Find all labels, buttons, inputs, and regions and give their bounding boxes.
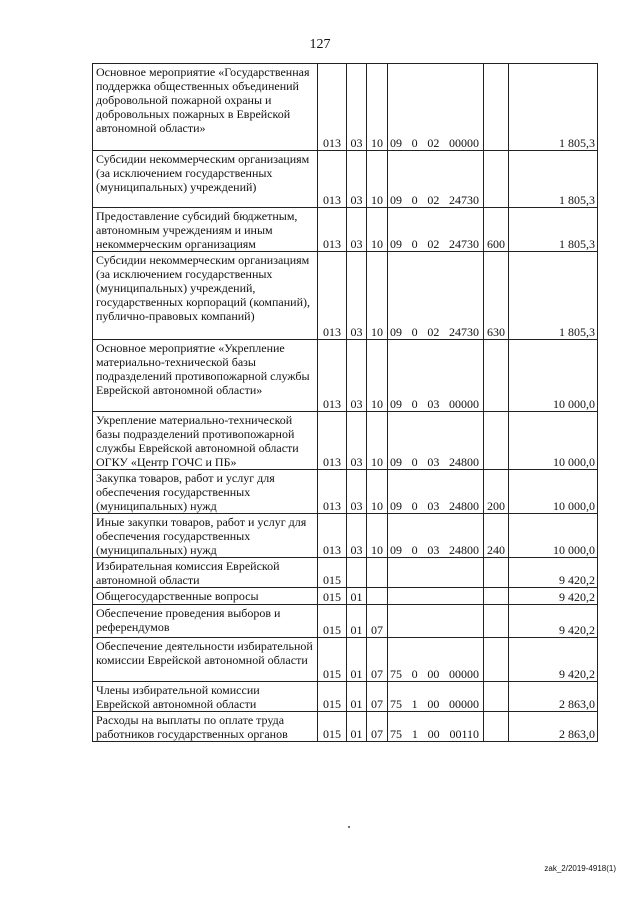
grbs-cell: 015	[318, 682, 347, 712]
row-name-cell: Обеспечение проведения выборов и референдумов	[93, 605, 318, 638]
amount-cell: 1 805,3	[509, 252, 598, 340]
amount-cell: 10 000,0	[509, 412, 598, 470]
target-code-part: 00000	[448, 397, 479, 411]
amount-cell: 9 420,2	[509, 588, 598, 605]
target-code-part: 03	[427, 455, 440, 469]
target-code-part: 02	[427, 193, 440, 207]
amount-cell: 9 420,2	[509, 605, 598, 638]
amount-cell: 1 805,3	[509, 151, 598, 208]
table-row	[93, 340, 598, 412]
target-code-cell	[388, 605, 484, 638]
target-code-part: 24800	[448, 455, 479, 469]
subsection-cell: 07	[367, 638, 388, 682]
amount-cell: 1 805,3	[509, 208, 598, 252]
expense-type-cell: 600	[484, 208, 509, 252]
subsection-cell	[367, 558, 388, 588]
target-code-part: 09	[390, 543, 402, 557]
amount-cell: 1 805,3	[509, 64, 598, 151]
target-code-part: 03	[427, 397, 440, 411]
subsection-cell: 07	[367, 682, 388, 712]
target-code-part: 03	[427, 499, 440, 513]
row-name-cell: Субсидии некоммерческим организациям (за исключением государственных (муниципальных) учреждений)	[93, 151, 318, 208]
row-name-cell: Закупка товаров, работ и услуг для обеспечения государственных (муниципальных) нужд	[93, 470, 318, 514]
target-code	[390, 237, 481, 251]
target-code-part: 09	[390, 499, 402, 513]
expense-type-cell	[484, 340, 509, 412]
row-name-cell: Общегосударственные вопросы	[93, 588, 318, 605]
expense-type-cell	[484, 64, 509, 151]
target-code-part: 09	[390, 193, 402, 207]
row-name-cell: Избирательная комиссия Еврейской автономной области	[93, 558, 318, 588]
target-code-part: 75	[390, 667, 402, 681]
grbs-cell: 013	[318, 151, 347, 208]
section-cell: 01	[347, 605, 367, 638]
amount-cell: 10 000,0	[509, 340, 598, 412]
grbs-cell: 013	[318, 208, 347, 252]
subsection-cell: 10	[367, 470, 388, 514]
target-code-part: 00000	[448, 136, 479, 150]
amount-cell: 2 863,0	[509, 712, 598, 742]
amount-cell: 9 420,2	[509, 638, 598, 682]
expense-type-cell	[484, 712, 509, 742]
target-code	[390, 667, 481, 681]
expense-type-cell	[484, 682, 509, 712]
subsection-cell: 10	[367, 514, 388, 558]
target-code-part: 0	[411, 325, 418, 339]
target-code-part: 00	[427, 727, 440, 741]
expense-type-cell	[484, 605, 509, 638]
subsection-cell: 10	[367, 252, 388, 340]
section-cell: 01	[347, 588, 367, 605]
table-row	[93, 558, 598, 588]
target-code	[390, 543, 481, 557]
section-cell: 03	[347, 412, 367, 470]
page-number: 127	[309, 37, 331, 52]
grbs-cell: 013	[318, 470, 347, 514]
target-code-part: 00110	[449, 727, 479, 741]
section-cell: 03	[347, 64, 367, 151]
section-cell: 01	[347, 712, 367, 742]
row-name-cell: Предоставление субсидий бюджетным, автономным учреждениям и иным некоммерческим организациям	[93, 208, 318, 252]
scan-mark	[348, 826, 350, 828]
expense-type-cell: 200	[484, 470, 509, 514]
target-code-part: 09	[390, 325, 402, 339]
target-code-part: 00000	[448, 697, 479, 711]
target-code-part: 0	[411, 397, 418, 411]
target-code	[390, 397, 481, 411]
table-row	[93, 470, 598, 514]
target-code-part: 24800	[448, 499, 479, 513]
target-code-cell	[388, 588, 484, 605]
target-code-cell	[388, 638, 484, 682]
footer-code: zak_2/2019-4918(1)	[544, 864, 616, 873]
target-code-part: 0	[411, 193, 418, 207]
table-row	[93, 588, 598, 605]
subsection-cell: 10	[367, 151, 388, 208]
table-row	[93, 514, 598, 558]
amount-cell: 9 420,2	[509, 558, 598, 588]
amount-cell: 10 000,0	[509, 514, 598, 558]
subsection-cell: 10	[367, 64, 388, 151]
row-name-cell: Основное мероприятие «Государственная поддержка общественных объединений добровольной пожарной охраны и добровольных пожарных в Еврейской автономной области»	[93, 64, 318, 151]
target-code-cell	[388, 412, 484, 470]
target-code-part: 02	[427, 136, 440, 150]
target-code-cell	[388, 712, 484, 742]
target-code-part: 00	[427, 697, 440, 711]
table-row	[93, 605, 598, 638]
grbs-cell: 013	[318, 64, 347, 151]
target-code	[390, 325, 481, 339]
target-code-part: 09	[390, 136, 402, 150]
section-cell: 03	[347, 470, 367, 514]
expense-type-cell	[484, 638, 509, 682]
target-code-part: 00000	[448, 667, 479, 681]
subsection-cell: 10	[367, 208, 388, 252]
target-code-part: 0	[411, 455, 418, 469]
target-code-part: 24730	[448, 325, 479, 339]
table-row	[93, 412, 598, 470]
section-cell: 03	[347, 208, 367, 252]
target-code-part: 09	[390, 237, 402, 251]
target-code-part: 0	[411, 237, 418, 251]
target-code-part: 0	[411, 543, 418, 557]
target-code-cell	[388, 558, 484, 588]
table-row	[93, 682, 598, 712]
section-cell	[347, 558, 367, 588]
target-code-part: 75	[390, 697, 402, 711]
target-code	[390, 455, 481, 469]
grbs-cell: 015	[318, 712, 347, 742]
target-code-part: 75	[390, 727, 402, 741]
target-code	[390, 499, 481, 513]
grbs-cell: 013	[318, 252, 347, 340]
target-code	[390, 193, 481, 207]
target-code-part: 09	[390, 455, 402, 469]
target-code	[390, 697, 481, 711]
target-code-part: 24730	[448, 193, 479, 207]
section-cell: 01	[347, 682, 367, 712]
expense-type-cell: 630	[484, 252, 509, 340]
target-code-part: 03	[427, 543, 440, 557]
section-cell: 03	[347, 514, 367, 558]
row-name-cell: Расходы на выплаты по оплате труда работников государственных органов	[93, 712, 318, 742]
target-code-cell	[388, 514, 484, 558]
target-code-cell	[388, 340, 484, 412]
expense-type-cell	[484, 588, 509, 605]
grbs-cell: 015	[318, 638, 347, 682]
target-code-part: 0	[411, 499, 418, 513]
subsection-cell	[367, 588, 388, 605]
table-row	[93, 64, 598, 151]
expense-type-cell	[484, 558, 509, 588]
expense-type-cell	[484, 151, 509, 208]
budget-table	[92, 63, 598, 742]
target-code-part: 1	[411, 727, 418, 741]
target-code-cell	[388, 470, 484, 514]
grbs-cell: 015	[318, 605, 347, 638]
grbs-cell: 013	[318, 514, 347, 558]
target-code-cell	[388, 151, 484, 208]
target-code	[390, 727, 481, 741]
target-code-part: 00	[427, 667, 440, 681]
subsection-cell: 10	[367, 412, 388, 470]
amount-cell: 2 863,0	[509, 682, 598, 712]
expense-type-cell: 240	[484, 514, 509, 558]
subsection-cell: 07	[367, 712, 388, 742]
section-cell: 03	[347, 151, 367, 208]
target-code-cell	[388, 252, 484, 340]
target-code-cell	[388, 64, 484, 151]
grbs-cell: 015	[318, 558, 347, 588]
target-code-cell	[388, 208, 484, 252]
row-name-cell: Члены избирательной комиссии Еврейской автономной области	[93, 682, 318, 712]
table-row	[93, 208, 598, 252]
section-cell: 03	[347, 252, 367, 340]
grbs-cell: 013	[318, 340, 347, 412]
row-name-cell: Обеспечение деятельности избирательной комиссии Еврейской автономной области	[93, 638, 318, 682]
target-code-part: 1	[411, 697, 418, 711]
target-code-part: 24800	[448, 543, 479, 557]
target-code-cell	[388, 682, 484, 712]
table-row	[93, 151, 598, 208]
expense-type-cell	[484, 412, 509, 470]
row-name-cell: Основное мероприятие «Укрепление материально-технической базы подразделений противопожарной службы Еврейской автономной области»	[93, 340, 318, 412]
table-body	[93, 64, 598, 742]
grbs-cell: 015	[318, 588, 347, 605]
subsection-cell: 07	[367, 605, 388, 638]
target-code-part: 24730	[448, 237, 479, 251]
table-row	[93, 712, 598, 742]
target-code	[390, 136, 481, 150]
target-code-part: 02	[427, 237, 440, 251]
target-code-part: 09	[390, 397, 402, 411]
grbs-cell: 013	[318, 412, 347, 470]
row-name-cell: Субсидии некоммерческим организациям (за исключением государственных (муниципальных) учреждений, государственных корпораций (компаний), публично-правовых компаний)	[93, 252, 318, 340]
row-name-cell: Укрепление материально-технической базы подразделений противопожарной службы Еврейской автономной области ОГКУ «Центр ГОЧС и ПБ»	[93, 412, 318, 470]
table-row	[93, 638, 598, 682]
section-cell: 03	[347, 340, 367, 412]
target-code-part: 0	[411, 667, 418, 681]
amount-cell: 10 000,0	[509, 470, 598, 514]
section-cell: 01	[347, 638, 367, 682]
row-name-cell: Иные закупки товаров, работ и услуг для обеспечения государственных (муниципальных) нужд	[93, 514, 318, 558]
target-code-part: 0	[411, 136, 418, 150]
table-row	[93, 252, 598, 340]
target-code-part: 02	[427, 325, 440, 339]
subsection-cell: 10	[367, 340, 388, 412]
